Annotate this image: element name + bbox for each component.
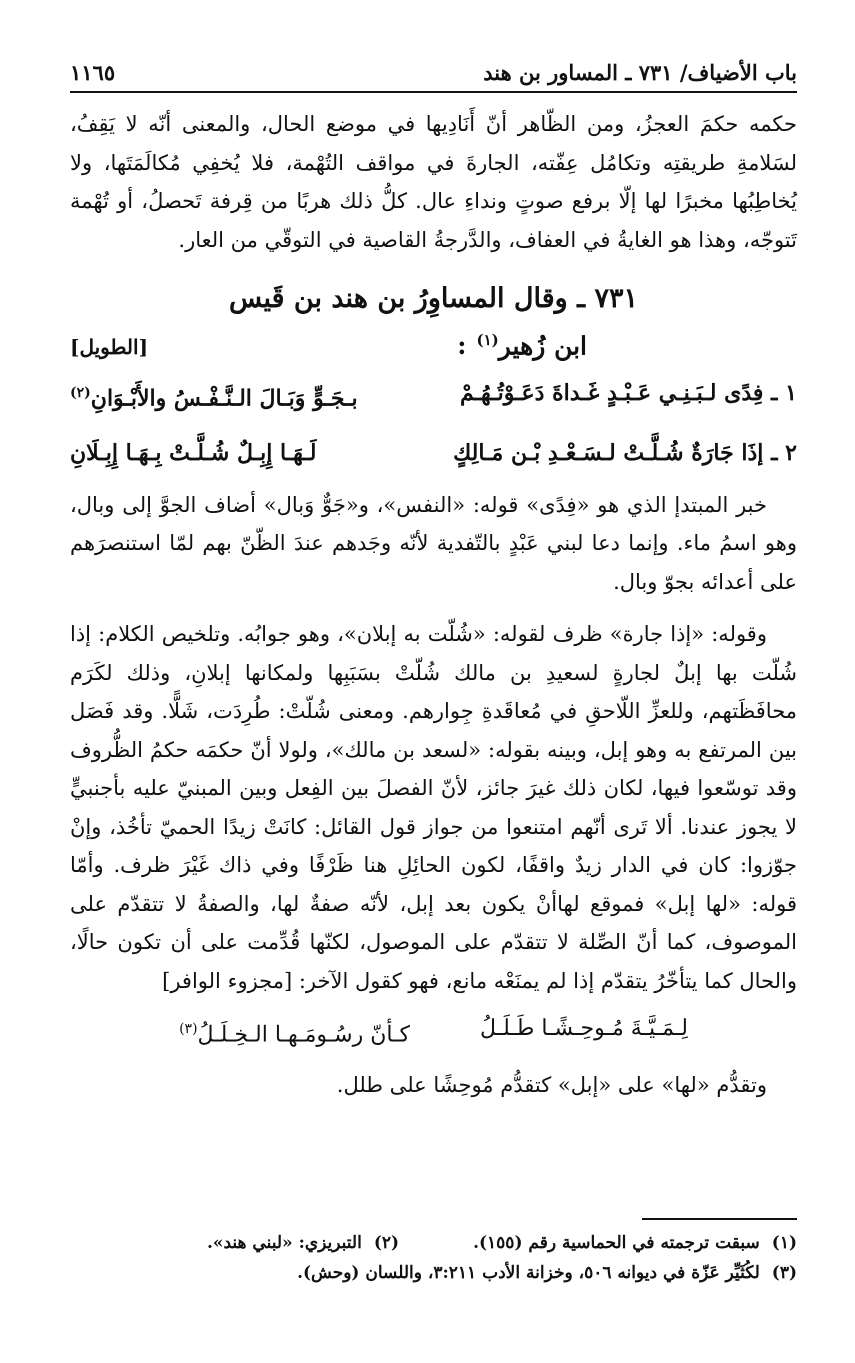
running-header [70,60,797,93]
verse-1-footnote-marker: (٢) [70,385,91,402]
verse-2-hemistich-2: لَـهَـا إِبِـلٌ شُـلَّـتْ بِـهَـا إِبِـلَانِ [70,439,317,466]
quoted-verse-hemistich-2-wrap [179,1004,410,1060]
subtitle-footnote-marker: (١) [476,331,499,349]
closing-line: وتقدُّم «لها» على «إبل» كتقدُّم مُوحِشًا على طلل. [336,1073,767,1098]
verse-1-hemistich-1: ١ ـ فِدًى لـبَـنِـي عَـبْـدٍ غَـداةَ دَعَـوْتُـهُـمْ [459,380,797,407]
subtitle-row [70,321,797,366]
commentary-paragraph-2: وقوله: «إذا جارة» ظرف لقوله: «شُلّت به إبلان»، وهو جوابُه. وتلخيص الكلام: إذا شُلّت بها إبلٌ لجارةٍ لسعيدِ بن مالك شُلّتْ بسَبَبِها ولمكانها إبلانِ، وذلك لكَرَم محافَظَتهم، وللعزِّ اللّاحقِ في مُعاقَدةِ جِوارهم. ومعنى شُلّتْ: طُرِدَت، شَلًّا. وقد فَصَل بين المرتفع به وهو إبل، وبينه بقوله: «لسعد بن مالك»، ولولا أنّ حكمَه حكمُ الظُّروف وقد توسّعوا فيها، لكان ذلك غيرَ جائز، لأنّ الفصلَ بين الفِعل وبين المبنيّ عليه بأجنبيٍّ لا يجوز عندنا. ألا تَرى أنّهم امتنعوا من جواز قول القائل: كانَتْ زيدًا الحميّ تأخُذ، وإنْ جوّزوا: كان في الدار زيدٌ واقفًا، لكون الحائِلِ هنا ظَرْفًا وفي ذاك غَيْرَ ظرف. وأمّا قوله: «لها إبل» فموقع لهاأنْ يكون بعد إبل، لأنّه صفةٌ لها، والصفةُ لا تتقدّم على الموصوف، كما أنّ الصِّلة لا تتقدّم على الموصول، لكنّها قُدِّمت على أن تكون حالًا، والحال كما يتأخّرُ يتقدّم إذا لم يمنَعْه مانع، فهو كقول الآخر: [مجزوء الوافر] [70,622,797,993]
verse-2 [70,426,797,480]
intro-paragraph-block [70,105,797,259]
section-subtitle [457,321,587,365]
footnote-divider [642,1218,797,1220]
footnote-1-number: (١) [771,1233,797,1253]
quoted-verse-hemistich-2: كـأنّ رسُـومَـهـا الـخِـلَـلُ [197,1022,410,1048]
commentary-paragraph-1: خبر المبتدإ الذي هو «فِدًى» قوله: «النفس»، و«جَوٌّ وَبال» أضاف الجوَّ إلى وبال، وهو اسمُ ماء. وإنما دعا لبني عَبْدٍ بالتّفدية لأنّه وجَدهم عندَ الظّنّ بهم لمّا استنصرَهم على أعدائه بجوّ وبال. [70,492,797,594]
footnotes [70,1228,797,1288]
verse-1-hemistich-2 [70,366,375,425]
paragraph-gap [70,601,797,615]
footnote-line-1 [70,1228,797,1258]
footnote-2-text: التبريزي: «لبني هند». [206,1233,362,1253]
commentary-block [70,486,797,1001]
verse-1-hemistich-2-text: بـجَـوٍّ وَبَـالَ الـنَّـفْـسُ والأَبْـوَانِ [90,385,358,412]
quoted-verse-hemistich-1: لِـمَـيَّـةَ مُـوحِـشًـا طَـلَـلُ [480,1016,688,1042]
verse-2-hemistich-1: ٢ ـ إذَا جَارَةٌ شُـلَّـتْ لـسَـعْـدِ بْـن مَـالِكٍ [453,439,797,466]
quoted-verse-footnote-marker: (٣) [179,1021,198,1038]
footnote-3-number: (٣) [771,1263,797,1283]
footnote-3-text: لكُثَيِّر عَزّة في ديوانه ٥٠٦، وخزانة الأدب ٣:٢١١، واللسان (وحش). [297,1263,760,1283]
intro-paragraph: حكمه حكمَ العجزُ، ومن الظّاهر أنّ أَنَادِيها في موضع الحال، والمعنى أنّه لا يَقِفُ، لسَلامةِ طريقتِه وتكامُل عِفّته، الجارةَ في مواقف التُهْمة، فلا يُخفِي مُكالَمَتَها، ولا يُخاطِبُها مخبرًا لها إلّا برفع صوتٍ ونداءِ عال. كلُّ ذلك هربًا من قِرفة تَحصلُ، أو تُهْمة تَتوجّه، وهذا هو الغايةُ في العفاف، والدَّرجةُ القاصية في التوقّي من العار. [70,112,797,252]
running-title: باب الأضياف/ ٧٣١ ـ المساور بن هند [483,60,797,85]
footnote-1-text: سبقت ترجمته في الحماسية رقم (١٥٥). [473,1233,760,1253]
page-number: ١١٦٥ [70,60,116,85]
closing-block [70,1066,797,1105]
subtitle-text: ابن زُهير [498,331,587,361]
verse-1 [70,366,797,425]
meter-label: [الطويل] [70,335,149,360]
quoted-verse [70,1004,797,1060]
footnote-2-number: (٢) [373,1233,400,1253]
footnote-spacer [411,1228,461,1258]
section-title: ٧٣١ ـ وقال المساوِرُ بن هند بن قَيس [229,283,638,314]
subtitle-colon: : [457,331,467,361]
footnote-line-2 [70,1258,797,1288]
